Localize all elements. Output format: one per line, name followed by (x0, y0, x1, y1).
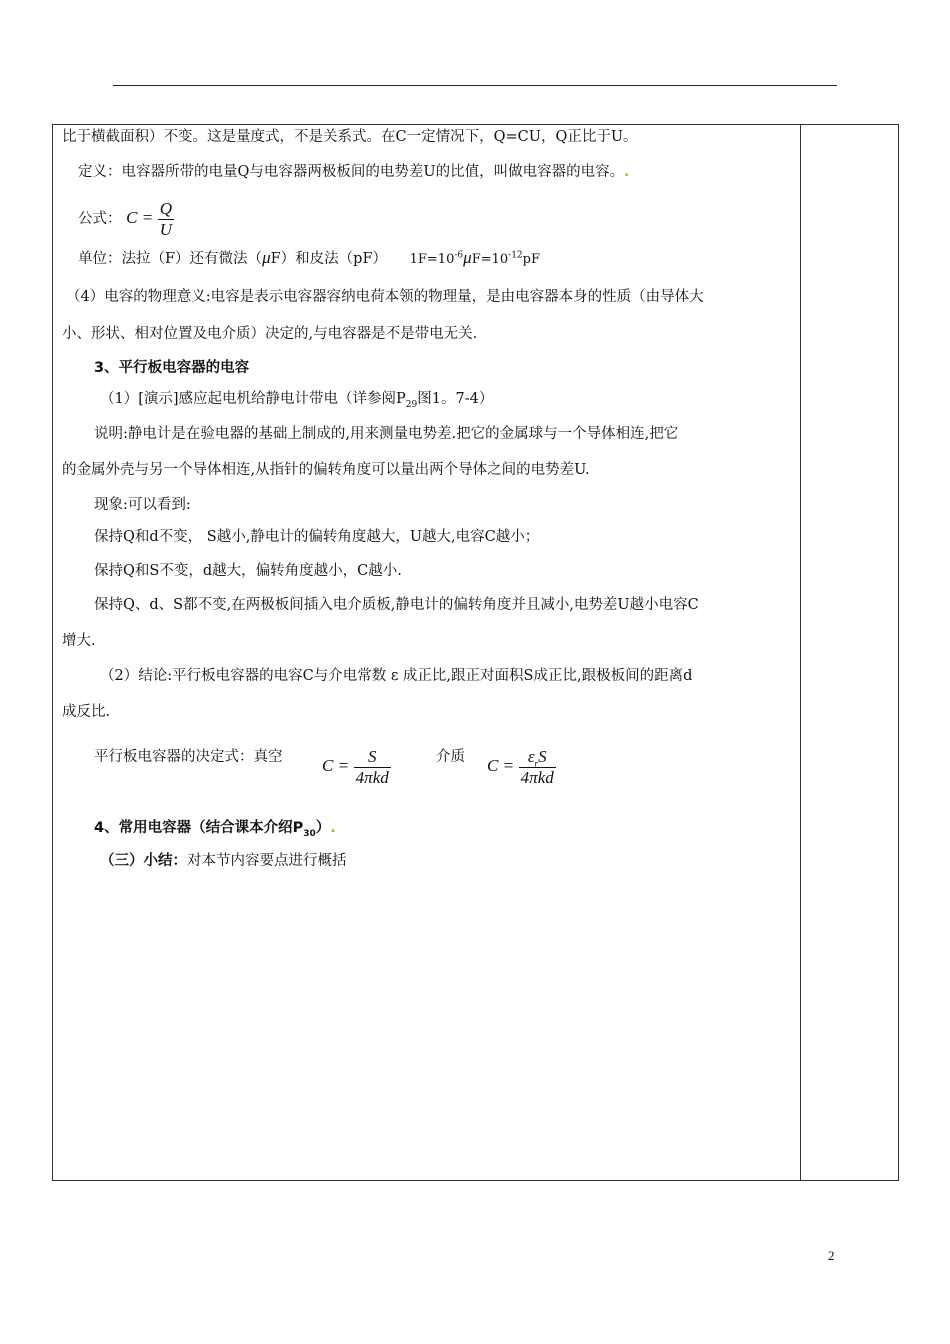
medium-lhs: C = (487, 756, 515, 775)
text-line-1: 比于横截面积）不变。这是量度式，不是关系式。在C一定情况下，Q=CU，Q正比于U。 (62, 129, 638, 145)
medium-area-symbol: S (538, 746, 547, 766)
section-heading-3: 3、平行板电容器的电容 (94, 360, 250, 376)
formula-lhs: C = (126, 208, 154, 227)
heading-4-subscript: 30 (303, 828, 316, 839)
vacuum-lhs: C = (322, 756, 350, 775)
conclusion-line-1: （2）结论:平行板电容器的电容C与介电常数 ε 成正比,跟正对面积S成正比,跟极板间的距离d (100, 668, 693, 684)
observation-3a: 保持Q、d、S都不变,在两极板间插入电介质板,静电计的偏转角度并且减小,电势差U越小电容C (94, 597, 699, 613)
unit-exp-1: -6 (454, 250, 464, 261)
meaning-line-2: 小、形状、相对位置及电介质）决定的,与电容器是不是带电无关. (62, 326, 478, 342)
unit-conv-b: F=10 (471, 252, 509, 267)
formula-denominator: U (159, 219, 173, 239)
epsilon-subscript: r (534, 757, 539, 768)
formula-label: 公式： (78, 211, 122, 227)
definition-text: 定义：电容器所带的电量Q与电容器两极板间的电势差U的比值，叫做电容器的电容。 (78, 164, 625, 180)
observation-3b: 增大. (62, 633, 96, 649)
demo-text-b: 图1。7-4） (417, 391, 494, 407)
definition-line (78, 162, 629, 182)
formula-line (78, 196, 174, 241)
description-line-1: 说明:静电计是在验电器的基础上制成的,用来测量电势差.把它的金属球与一个导体相连,把它 (94, 426, 679, 442)
meaning-line-1: （4）电容的物理意义:电容是表示电容器容纳电荷本领的物理量，是由电容器本身的性质（由导体大 (66, 289, 704, 305)
epsilon-symbol: ε (527, 746, 535, 766)
unit-text-a: 单位：法拉（F）还有微法（ (78, 251, 263, 267)
unit-conv-c: pF (522, 252, 540, 267)
unit-conv-a: 1F=10 (409, 252, 455, 267)
decide-label: 平行板电容器的决定式：真空 (94, 749, 283, 765)
medium-denominator: 4πkd (520, 767, 554, 787)
formula-fraction (158, 199, 174, 240)
summary-text: 对本节内容要点进行概括 (187, 853, 347, 869)
demo-line (100, 389, 493, 409)
header-rule (113, 85, 837, 86)
formula-numerator: Q (159, 198, 173, 218)
medium-numerator (526, 747, 549, 767)
unit-text-b: F）和皮法（pF） (270, 251, 388, 267)
summary-label: （三）小结： (100, 853, 187, 869)
section-heading-4 (94, 818, 336, 838)
unit-mu-2: μ (463, 248, 472, 267)
unit-exp-2: -12 (508, 250, 523, 261)
unit-line (78, 248, 540, 270)
vacuum-formula (322, 744, 391, 789)
table-column-divider (800, 125, 801, 1180)
description-line-2: 的金属外壳与另一个导体相连,从指针的偏转角度可以量出两个导体之间的电势差U. (62, 462, 590, 478)
highlight-mark-2: . (330, 820, 336, 836)
unit-mu-1: μ (262, 248, 271, 267)
observation-1: 保持Q和d不变， S越小,静电计的偏转角度越大，U越大,电容C越小； (94, 529, 540, 545)
heading-4-text-a: 4、常用电容器（结合课本介绍P (94, 820, 304, 836)
unit-conversion (409, 248, 540, 267)
page-number: 2 (828, 1248, 835, 1263)
content-table (52, 124, 899, 1181)
vacuum-denominator: 4πkd (355, 767, 389, 787)
summary-line (100, 851, 347, 871)
conclusion-line-2: 成反比. (62, 704, 111, 720)
demo-subscript: 29 (405, 399, 418, 410)
vacuum-numerator: S (367, 746, 377, 766)
medium-label: 介质 (436, 749, 465, 765)
medium-formula (487, 744, 556, 789)
demo-text-a: （1）[演示]感应起电机给静电计带电（详参阅P (100, 391, 406, 407)
observation-2: 保持Q和S不变，d越大，偏转角度越小，C越小. (94, 563, 402, 579)
highlight-mark: . (624, 163, 630, 180)
medium-fraction (519, 747, 556, 788)
observation-heading: 现象:可以看到: (94, 497, 191, 513)
vacuum-fraction (354, 747, 391, 788)
heading-4-text-b: ） (315, 820, 331, 836)
